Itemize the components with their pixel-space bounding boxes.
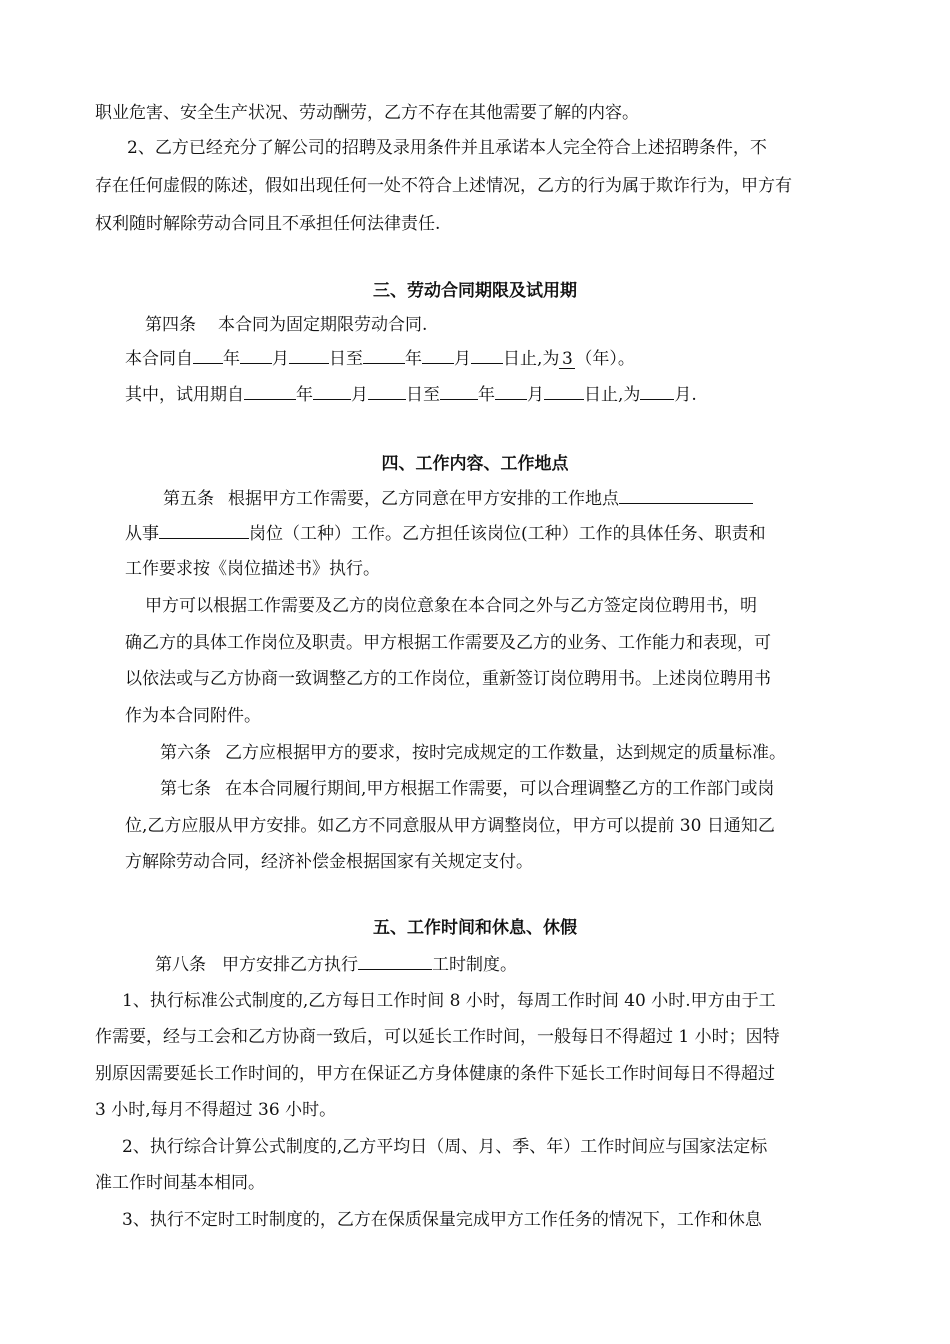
day-to-label: 日至 [329, 349, 363, 369]
term-unit: （年）。 [575, 349, 635, 369]
paragraph-line: 存在任何虚假的陈述，假如出现任何一处不符合上述情况，乙方的行为属于欺诈行为，甲方有 [95, 176, 792, 196]
paragraph-line: 权利随时解除劳动合同且不承担任何法律责任. [95, 214, 441, 234]
article-label: 第八条 [155, 955, 206, 975]
term-prefix: 本合同自 [125, 349, 193, 369]
section-heading: 五、工作时间和休息、休假 [373, 918, 577, 938]
working-hours-system-blank[interactable] [358, 951, 432, 970]
year-blank[interactable] [440, 381, 478, 400]
probation-end-label: 日止,为 [584, 385, 641, 405]
month-blank[interactable] [422, 345, 454, 364]
article-label: 第七条 [160, 779, 211, 799]
article-5-line2 [125, 520, 766, 547]
article-4 [145, 312, 427, 338]
article-text: 甲方安排乙方执行 [222, 955, 358, 975]
day-blank[interactable] [471, 345, 503, 364]
month-blank[interactable] [240, 345, 272, 364]
paragraph-line: 位,乙方应服从甲方安排。如乙方不同意服从甲方调整岗位，甲方可以提前 30 日通知乙 [125, 816, 775, 836]
year-label: 年 [223, 349, 240, 369]
year-blank[interactable] [193, 345, 223, 364]
article-text: 根据甲方工作需要，乙方同意在甲方安排的工作地点 [228, 489, 619, 509]
article-6 [160, 740, 786, 766]
year-label: 年 [478, 385, 495, 405]
month-blank[interactable] [495, 381, 527, 400]
probation-unit: 月. [674, 385, 697, 405]
day-end-label: 日止,为 [503, 349, 560, 369]
article-label: 第六条 [160, 743, 211, 763]
day-blank[interactable] [544, 381, 584, 400]
term-value[interactable]: 3 [559, 350, 575, 369]
article-label: 第五条 [163, 489, 214, 509]
paragraph-line: 作为本合同附件。 [125, 706, 261, 726]
day-blank[interactable] [289, 345, 329, 364]
year-label: 年 [405, 349, 422, 369]
article-text: 工时制度。 [432, 955, 517, 975]
month-label: 月 [351, 385, 368, 405]
paragraph-line: 甲方可以根据工作需要及乙方的岗位意象在本合同之外与乙方签定岗位聘用书，明 [145, 596, 757, 616]
paragraph-line: 职业危害、安全生产状况、劳动酬劳，乙方不存在其他需要了解的内容。 [95, 103, 639, 123]
article-label: 第四条 [145, 315, 196, 335]
paragraph-line: 以依法或与乙方协商一致调整乙方的工作岗位，重新签订岗位聘用书。上述岗位聘用书 [125, 669, 771, 689]
section-heading: 四、工作内容、工作地点 [381, 454, 569, 474]
article-text: 从事 [125, 524, 159, 544]
work-location-blank[interactable] [619, 485, 753, 504]
section-heading: 三、劳动合同期限及试用期 [373, 281, 577, 301]
day-blank[interactable] [368, 381, 406, 400]
paragraph-line: 工作要求按《岗位描述书》执行。 [125, 559, 380, 579]
paragraph-line: 3、执行不定时工时制度的，乙方在保质保量完成甲方工作任务的情况下，工作和休息 [122, 1210, 762, 1230]
month-label: 月 [272, 349, 289, 369]
month-blank[interactable] [313, 381, 351, 400]
year-blank[interactable] [363, 345, 405, 364]
month-label: 月 [527, 385, 544, 405]
paragraph-line: 3 小时,每月不得超过 36 小时。 [95, 1100, 337, 1120]
article-text: 乙方应根据甲方的要求，按时完成规定的工作数量，达到规定的质量标准。 [225, 743, 786, 763]
probation-line [125, 381, 697, 408]
paragraph-line: 2、乙方已经充分了解公司的招聘及录用条件并且承诺本人完全符合上述招聘条件，不 [127, 138, 767, 158]
day-to-label: 日至 [406, 385, 440, 405]
paragraph-line: 1、执行标准公式制度的,乙方每日工作时间 8 小时，每周工作时间 40 小时.甲方由于工 [122, 991, 776, 1011]
article-text: 在本合同履行期间,甲方根据工作需要，可以合理调整乙方的工作部门或岗 [225, 779, 775, 799]
paragraph-line: 准工作时间基本相同。 [95, 1173, 265, 1193]
article-text: 岗位（工种）工作。乙方担任该岗位(工种）工作的具体任务、职责和 [249, 524, 766, 544]
probation-prefix: 其中，试用期自 [125, 385, 244, 405]
article-5-line1 [163, 485, 753, 512]
article-8 [155, 951, 517, 978]
month-label: 月 [454, 349, 471, 369]
paragraph-line: 作需要，经与工会和乙方协商一致后，可以延长工作时间，一般每日不得超过 1 小时；因特 [95, 1027, 780, 1047]
paragraph-line: 确乙方的具体工作岗位及职责。甲方根据工作需要及乙方的业务、工作能力和表现，可 [125, 633, 771, 653]
contract-term-line [125, 345, 635, 372]
paragraph-line: 方解除劳动合同，经济补偿金根据国家有关规定支付。 [125, 852, 533, 872]
position-blank[interactable] [159, 520, 249, 539]
paragraph-line: 2、执行综合计算公式制度的,乙方平均日（周、月、季、年）工作时间应与国家法定标 [122, 1137, 768, 1157]
year-label: 年 [296, 385, 313, 405]
article-text: 本合同为固定期限劳动合同. [218, 315, 428, 335]
article-7-line1 [160, 776, 774, 802]
probation-months-blank[interactable] [640, 381, 674, 400]
year-blank[interactable] [244, 381, 296, 400]
paragraph-line: 别原因需要延长工作时间的，甲方在保证乙方身体健康的条件下延长工作时间每日不得超过 [95, 1064, 775, 1084]
